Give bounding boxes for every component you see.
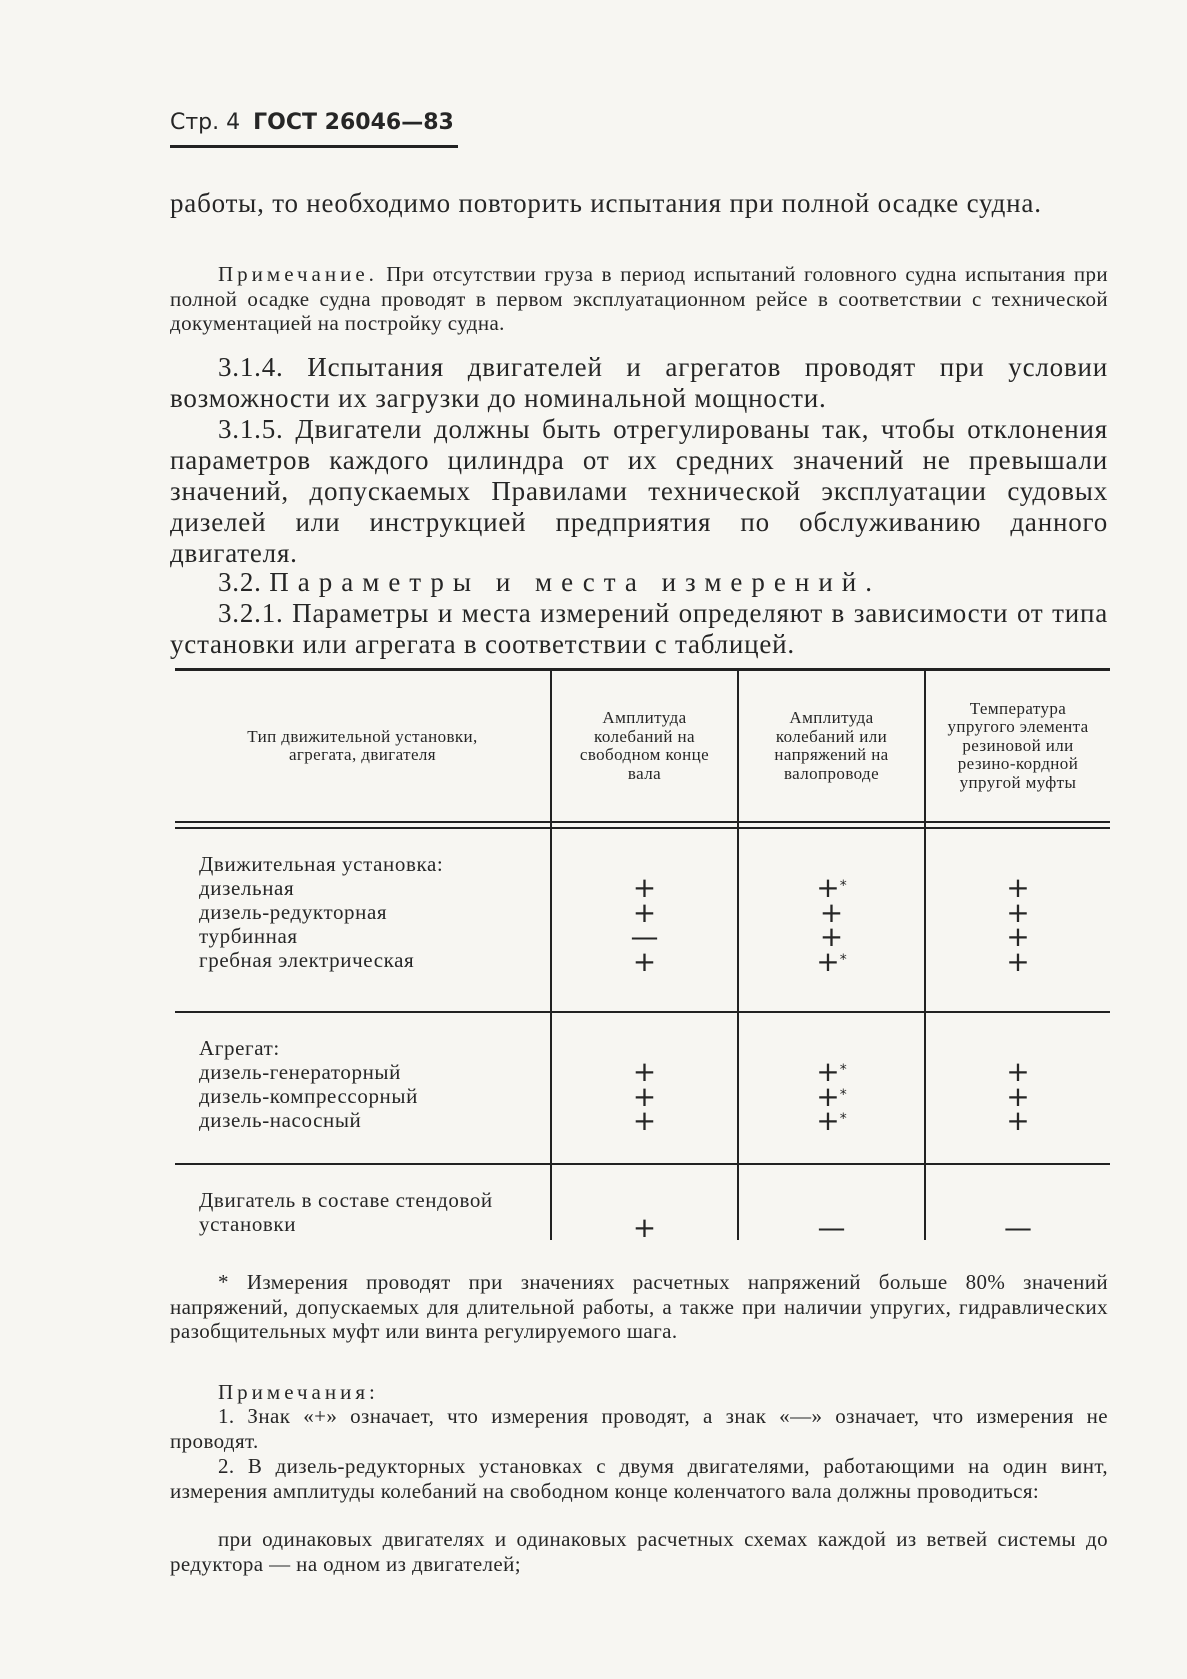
header-free-end-amplitude: Амплитуда колебаний на свободном конце вала — [579, 708, 710, 783]
parameters-table — [175, 668, 1110, 1244]
mark: — — [1004, 1211, 1032, 1244]
mark: +* — [816, 1079, 847, 1113]
table-top-rule — [175, 668, 1110, 671]
row-divider-1 — [175, 1011, 1110, 1013]
row-label: дизель-генераторный — [199, 1060, 401, 1084]
group1-col2-marks — [739, 871, 924, 978]
mark: — — [630, 920, 659, 953]
row-label: дизель-редукторная — [199, 900, 388, 924]
header-coupling-temperature: Температура упругого элемента резиновой или резино-кордной упругой муфты — [947, 698, 1089, 792]
paragraph-3-1-5: 3.1.5. Двигатели должны быть отрегулированы так, чтобы отклонения параметров каждого цилиндра от их средних значений не превышали значений, допускаемых Правилами технической эксплуатации судовых дизелей или инструкцией предприятия по обслуживанию данного двигателя. — [170, 414, 1108, 568]
header-rule-1 — [175, 821, 1110, 823]
note-2: 2. В дизель-редукторных установках с двумя двигателями, работающими на один винт, измерения амплитуды колебаний на свободном конце коленчатого вала должны проводиться: — [170, 1454, 1108, 1503]
group-title: Двигатель в составе стендовой установки — [199, 1188, 493, 1236]
standard-number: ГОСТ 26046—83 — [253, 110, 454, 135]
mark: + — [632, 1079, 657, 1113]
mark: + — [819, 895, 844, 929]
row-divider-2 — [175, 1163, 1110, 1165]
asterisk: * — [839, 1086, 847, 1103]
group-title: Агрегат: — [199, 1036, 280, 1060]
mark: + — [1006, 1055, 1030, 1088]
asterisk: * — [839, 1111, 847, 1127]
paragraph-continuation: работы, то необходимо повторить испытания при полной осадке судна. — [170, 188, 1042, 218]
asterisk: * — [839, 878, 847, 894]
page-number: Стр. 4 — [170, 110, 241, 135]
mark: + — [1006, 920, 1030, 953]
paragraph-3-2 — [170, 567, 1108, 598]
header-shaft-amplitude: Амплитуда колебаний или напряжений на валопроводе — [774, 708, 889, 783]
mark: + — [1006, 871, 1030, 904]
mark: + — [819, 920, 844, 953]
group3-col2-marks — [739, 1211, 924, 1244]
row-label: гребная электрическая — [199, 948, 415, 972]
group-title: Движительная установка: — [199, 852, 444, 876]
mark: + — [1006, 1104, 1030, 1137]
group1-col3-marks — [926, 871, 1110, 978]
group1-col1-marks — [552, 871, 737, 978]
asterisk: * — [839, 951, 847, 968]
mark: + — [632, 1211, 657, 1244]
header-type: Тип движительной установки, агрегата, двигателя — [247, 726, 478, 764]
row-label: турбинная — [199, 924, 298, 948]
note-text: При отсутствии груза в период испытаний головного судна испытания при полной осадке судна проводят в первом эксплуатационном рейсе в соответствии с технической документацией на постройку судна. — [170, 262, 1108, 335]
header-rule-2 — [175, 827, 1110, 829]
section-number: 3.2. — [218, 567, 262, 597]
mark: + — [1006, 895, 1030, 929]
group3-col1-marks — [552, 1211, 737, 1244]
mark: +* — [816, 1055, 847, 1088]
notes-title: Примечания: — [218, 1380, 379, 1404]
page-header — [170, 110, 454, 135]
row-label: дизельная — [199, 876, 295, 900]
mark: + — [632, 1055, 657, 1088]
group2-col3-marks — [926, 1055, 1110, 1137]
group-bench-engine — [199, 1188, 514, 1236]
group2-col1-marks — [552, 1055, 737, 1137]
group-aggregate — [199, 1036, 529, 1132]
mark: + — [1006, 944, 1030, 978]
mark: +* — [816, 944, 847, 978]
mark: + — [632, 895, 657, 929]
mark: + — [632, 944, 657, 978]
header-rule — [170, 145, 458, 148]
paragraph-3-2-1: 3.2.1. Параметры и места измерений определяют в зависимости от типа установки или агрегата в соответствии с таблицей. — [170, 598, 1108, 659]
mark: — — [817, 1211, 846, 1244]
group-propulsion — [199, 852, 529, 972]
group3-col3-marks — [926, 1211, 1110, 1244]
group2-col2-marks — [739, 1055, 924, 1137]
section-title: Параметры и места измерений. — [269, 567, 881, 597]
paragraph-3-1-4: 3.1.4. Испытания двигателей и агрегатов проводят при условии возможности их загрузки до номинальной мощности. — [170, 352, 1108, 413]
row-label: дизель-насосный — [199, 1108, 362, 1132]
mark: + — [1006, 1079, 1030, 1113]
mark: +* — [816, 871, 847, 904]
footnote: * Измерения проводят при значениях расчетных напряжений больше 80% значений напряжений, допускаемых для длительной работы, а также при наличии упругих, гидравлических разобщительных муфт или винта регулируемого шага. — [170, 1270, 1108, 1343]
mark: + — [632, 1104, 657, 1137]
row-label: дизель-компрессорный — [199, 1084, 418, 1108]
mark: +* — [816, 1104, 847, 1137]
note-2a: при одинаковых двигателях и одинаковых расчетных схемах каждой из ветвей системы до редуктора — на одном из двигателей; — [170, 1527, 1108, 1576]
asterisk: * — [839, 1062, 847, 1078]
mark: + — [632, 871, 657, 904]
note-label: Примечание. — [218, 262, 378, 286]
note-paragraph — [170, 262, 1108, 336]
note-1: 1. Знак «+» означает, что измерения проводят, а знак «—» означает, что измерения не проводят. — [170, 1404, 1108, 1453]
